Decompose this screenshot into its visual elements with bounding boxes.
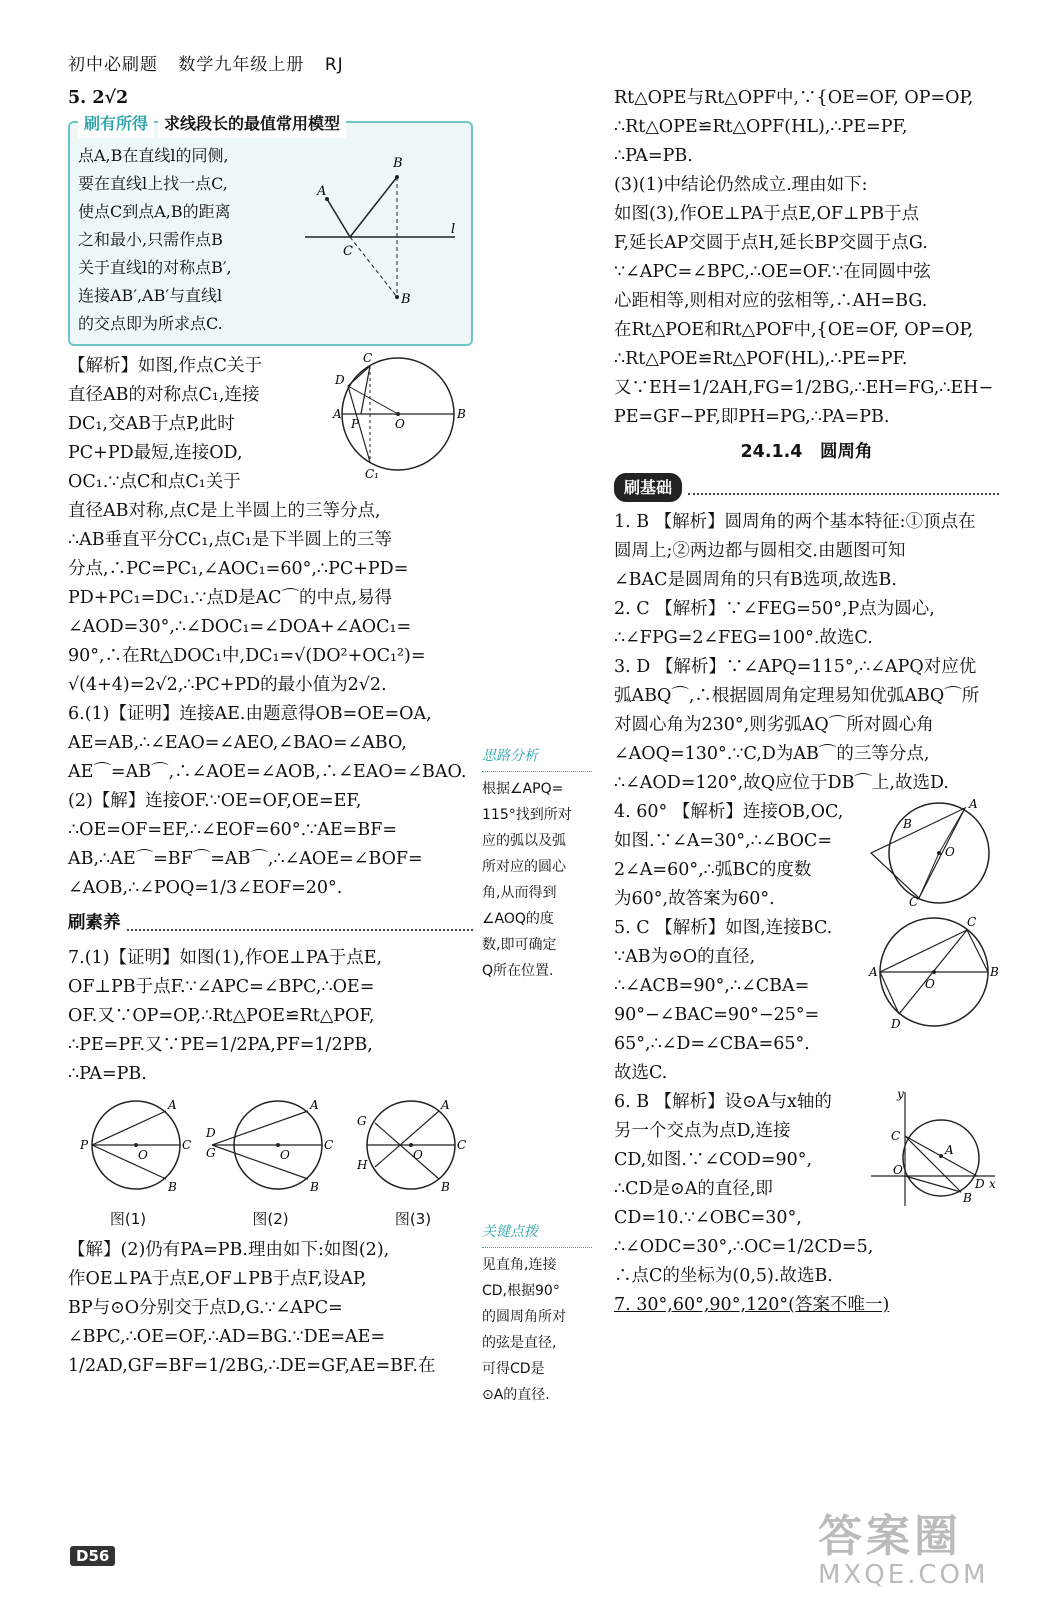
page-number: D56: [70, 1546, 115, 1566]
q7-line: 7.(1)【证明】如图(1),作OE⊥PA于点E,: [68, 948, 383, 968]
figure-2-caption: 图(2): [252, 1210, 289, 1228]
q7b-line: 作OE⊥PA于点E,OF⊥PB于点F,设AP,: [68, 1269, 367, 1289]
tip-line: 点A,B在直线l的同侧,: [78, 146, 229, 165]
q6-line: AB,∴AE⌒=BF⌒=AB⌒,∴∠AOE=∠BOF=: [68, 849, 423, 869]
answer-line: ∠BAC是圆周角的只有B选项,故选B.: [614, 570, 897, 590]
q5-line: 直径AB的对称点C₁,连接: [68, 385, 260, 405]
answer-line: 对圆心角为230°,则劣弧AQ⌒所对圆心角: [614, 715, 934, 735]
circle-diagram-q5: [869, 914, 999, 1034]
side-note-line: 根据∠APQ=: [482, 781, 564, 797]
svg-text:B: B: [457, 407, 466, 421]
answer-line: 如图.∵∠A=30°,∴∠BOC=: [614, 831, 832, 851]
side-note-line: 见直角,连接: [482, 1257, 557, 1273]
proof-line: ∴PA=PB.: [614, 146, 693, 166]
svg-text:A: A: [309, 1098, 319, 1112]
q5-answer: 5. 2√2: [68, 88, 129, 108]
section-title-text: 刷素养: [68, 913, 121, 933]
side-note-line: 角,从而得到: [482, 885, 557, 901]
answer-line: ∴∠ACB=90°,∴∠CBA=: [614, 976, 810, 996]
q5-line: PC+PD最短,连接OD,: [68, 443, 243, 463]
answer-line: 90°−∠BAC=90°−25°=: [614, 1005, 820, 1025]
q5-line: OC₁.∵点C和点C₁关于: [68, 472, 241, 492]
proof-line: 又∵EH=1/2AH,FG=1/2BG,∴EH=FG,∴EH−: [614, 378, 994, 398]
answer-line: CD=10.∵∠OBC=30°,: [614, 1208, 802, 1228]
circle-diagram-q4: [869, 798, 999, 908]
q6-line: AE=AB,∴∠EAO=∠AEO,∠BAO=∠ABO,: [68, 733, 407, 753]
answer-line: 3. D 【解析】∵∠APQ=115°,∴∠APQ对应优: [614, 657, 977, 677]
q5-line: DC₁,交AB于点P,此时: [68, 414, 235, 434]
side-note-line: 应的弧以及弧: [482, 833, 566, 849]
proof-line: ∵∠APC=∠BPC,∴OE=OF.∵在同圆中弦: [614, 262, 931, 282]
proof-line: 在Rt△POE和Rt△POF中,{OE=OF, OP=OP,: [614, 320, 974, 340]
q5-line: 【解析】如图,作点C关于: [68, 356, 262, 376]
answer-line: 为60°,故答案为60°.: [614, 889, 775, 909]
proof-line: ∴Rt△POE≌Rt△POF(HL),∴PE=PF.: [614, 349, 908, 369]
svg-text:O: O: [395, 417, 405, 431]
tip-box: [68, 114, 473, 346]
answer-line: ∴∠ODC=30°,∴OC=1/2CD=5,: [614, 1237, 874, 1257]
side-note-line: CD,根据90°: [482, 1283, 560, 1299]
svg-text:B: B: [990, 965, 999, 979]
proof-line: F,延长AP交圆于点H,延长BP交圆于点G.: [614, 233, 928, 253]
svg-text:B: B: [963, 1191, 972, 1205]
answer-line: 故选C.: [614, 1063, 668, 1083]
q5-line: ∴AB垂直平分CC₁,点C₁是下半圆上的三等: [68, 530, 392, 550]
tip-body: [78, 142, 293, 338]
answer-line: 2∠A=60°,∴弧BC的度数: [614, 860, 812, 880]
q7-line: ∴PA=PB.: [68, 1064, 147, 1084]
svg-text:O: O: [893, 1163, 903, 1177]
svg-text:C: C: [323, 1138, 333, 1152]
figure-3-diagram: [353, 1095, 473, 1195]
q7-line: ∴PE=PF.又∵PE=1/2PA,PF=1/2PB,: [68, 1035, 373, 1055]
svg-text:B: B: [401, 292, 411, 307]
side-note-thinking: [482, 742, 592, 984]
svg-text:H: H: [357, 1158, 368, 1172]
svg-text:A: A: [945, 1143, 954, 1157]
svg-text:O: O: [138, 1148, 148, 1162]
svg-text:A: A: [441, 1098, 450, 1112]
edition-label: RJ: [324, 55, 344, 75]
q6-line: (2)【解】连接OF.∵OE=OF,OE=EF,: [68, 791, 362, 811]
svg-text:D: D: [891, 1017, 901, 1031]
answer-line: ∵AB为⊙O的直径,: [614, 947, 756, 967]
svg-text:P: P: [80, 1138, 89, 1152]
tip-line: 连接AB′,AB′与直线l: [78, 286, 223, 305]
svg-text:A: A: [869, 965, 878, 979]
side-note-line: ⊙A的直径.: [482, 1387, 550, 1403]
proof-line: 如图(3),作OE⊥PA于点E,OF⊥PB于点: [614, 204, 920, 224]
coordinate-diagram-q6: [869, 1088, 999, 1208]
side-note-title: 思路分析: [482, 742, 592, 772]
q7-line: OF⊥PB于点F.∵∠APC=∠BPC,∴OE=: [68, 977, 375, 997]
side-note-line: ∠AOQ的度: [482, 911, 554, 927]
figure-1-caption: 图(1): [109, 1210, 147, 1228]
q5-line: ∠AOD=30°,∴∠DOC₁=∠DOA+∠AOC₁=: [68, 617, 412, 637]
reflection-diagram: [305, 137, 465, 307]
answer-line: 4. 60° 【解析】连接OB,OC,: [614, 802, 844, 822]
proof-line: (3)(1)中结论仍然成立.理由如下:: [614, 175, 868, 195]
answer-line: 7. 30°,60°,90°,120°(答案不唯一): [614, 1295, 890, 1315]
figure-3-caption: 图(3): [394, 1210, 432, 1228]
figure-1-diagram: [68, 1095, 192, 1195]
svg-text:A: A: [168, 1098, 177, 1112]
svg-text:O: O: [925, 977, 935, 991]
svg-text:D: D: [975, 1177, 985, 1191]
right-column: [614, 84, 999, 1320]
q6-line: AE⌒=AB⌒,∴∠AOE=∠AOB,∴∠EAO=∠BAO.: [68, 762, 467, 782]
figure-2-diagram: [206, 1095, 336, 1195]
answer-line: ∠AOQ=130°.∵C,D为AB⌒的三等分点,: [614, 744, 930, 764]
answer-line: 65°,∴∠D=∠CBA=65°.: [614, 1034, 810, 1054]
section-basics-badge: 刷基础: [614, 473, 682, 502]
side-note-line: 可得CD是: [482, 1361, 545, 1377]
q6-line: 6.(1)【证明】连接AE.由题意得OB=OE=OA,: [68, 704, 432, 724]
section-heading: 24.1.4 圆周角: [740, 442, 873, 462]
svg-text:G: G: [205, 1146, 216, 1160]
svg-text:C: C: [182, 1138, 192, 1152]
q7b-line: 【解】(2)仍有PA=PB.理由如下:如图(2),: [68, 1240, 390, 1260]
svg-text:A: A: [317, 184, 327, 199]
dotted-rule: [127, 917, 474, 931]
answer-line: ∴CD是⊙A的直径,即: [614, 1179, 773, 1199]
side-note-key-point: [482, 1218, 592, 1408]
q5-line: PD+PC₁=DC₁.∵点D是AC⌒的中点,易得: [68, 588, 393, 608]
watermark-line: MXQE.COM: [818, 1560, 989, 1590]
q5-line: 直径AB对称,点C是上半圆上的三等分点,: [68, 501, 381, 521]
tip-line: 的交点即为所求点C.: [78, 314, 223, 333]
svg-text:D: D: [205, 1126, 216, 1140]
svg-text:O: O: [945, 845, 955, 859]
side-note-title: 关键点拨: [482, 1218, 592, 1248]
answer-line: 2. C 【解析】∵∠FEG=50°,P点为圆心,: [614, 599, 935, 619]
running-header: [68, 50, 358, 75]
figure-2: [206, 1095, 336, 1234]
q7b-line: 1/2AD,GF=BF=1/2BG,∴DE=GF,AE=BF.在: [68, 1356, 436, 1376]
proof-line: Rt△OPE与Rt△OPF中,∵{OE=OF, OP=OP,: [614, 88, 974, 108]
q7-line: OF.又∵OP=OP,∴Rt△POE≌Rt△POF,: [68, 1006, 375, 1026]
svg-text:O: O: [279, 1148, 290, 1162]
section-title-literacy: [68, 909, 473, 938]
answer-line: 另一个交点为点D,连接: [614, 1121, 791, 1141]
tip-line: 要在直线l上找一点C,: [78, 174, 228, 193]
q5-line: 分点,∴PC=PC₁,∠AOC₁=60°,∴PC+PD=: [68, 559, 409, 579]
side-note-line: 数,即可确定: [482, 937, 557, 953]
svg-text:A: A: [333, 407, 342, 421]
left-column: [68, 84, 473, 1381]
tip-line: 之和最小,只需作点B: [78, 230, 223, 249]
watermark: [818, 1500, 988, 1590]
proof-line: PE=GF−PF,即PH=PG,∴PA=PB.: [614, 407, 890, 427]
q5-line: √(4+4)=2√2,∴PC+PD的最小值为2√2.: [68, 675, 387, 695]
proof-line: 心距相等,则相对应的弦相等,∴AH=BG.: [614, 291, 928, 311]
svg-text:y: y: [897, 1087, 904, 1101]
subject-name: 数学九年级上册: [178, 55, 305, 75]
svg-text:B: B: [168, 1180, 177, 1194]
svg-text:B: B: [441, 1180, 450, 1194]
q7b-line: ∠BPC,∴OE=OF,∴AD=BG.∵DE=AE=: [68, 1327, 386, 1347]
svg-text:C: C: [363, 351, 373, 365]
book-name: 初中必刷题: [68, 55, 158, 75]
q5-line: 90°,∴在Rt△DOC₁中,DC₁=√(DO²+OC₁²)=: [68, 646, 426, 666]
watermark-line: 答案圈: [818, 1511, 962, 1562]
side-note-line: 的圆周角所对: [482, 1309, 566, 1325]
dotted-rule: [688, 481, 999, 495]
svg-text:C: C: [891, 1129, 901, 1143]
answer-line: ∴点C的坐标为(0,5).故选B.: [614, 1266, 833, 1286]
svg-text:P: P: [351, 417, 360, 431]
answer-line: ∴∠FPG=2∠FEG=100°.故选C.: [614, 628, 873, 648]
tip-line: 关于直线l的对称点B′,: [78, 258, 232, 277]
side-note-line: 的弦是直径,: [482, 1335, 557, 1351]
svg-text:C: C: [909, 895, 919, 909]
figure-1: [68, 1095, 192, 1234]
figure-row-q7: [68, 1095, 473, 1234]
svg-text:C: C: [967, 915, 977, 929]
answer-line: 6. B 【解析】设⊙A与x轴的: [614, 1092, 832, 1112]
proof-line: ∴Rt△OPE≌Rt△OPF(HL),∴PE=PF,: [614, 117, 908, 137]
tip-line: 使点C到点A,B的距离: [78, 202, 231, 221]
svg-text:C: C: [343, 244, 353, 259]
tip-header: [78, 109, 463, 138]
q7b-line: BP与⊙O分别交于点D,G.∵∠APC=: [68, 1298, 343, 1318]
side-note-body: [482, 1252, 592, 1408]
svg-text:B: B: [309, 1180, 319, 1194]
section-basics: [614, 473, 999, 502]
svg-text:l: l: [451, 222, 456, 237]
answer-line: CD,如图.∵∠COD=90°,: [614, 1150, 813, 1170]
answer-line: 弧ABQ⌒,∴根据圆周角定理易知优弧ABQ⌒所: [614, 686, 980, 706]
svg-text:O: O: [413, 1148, 423, 1162]
circle-diagram-q5: [333, 352, 473, 482]
svg-text:B: B: [393, 156, 403, 171]
side-note-body: [482, 776, 592, 984]
q6-line: ∴OE=OF=EF,∴∠EOF=60°.∵AE=BF=: [68, 820, 398, 840]
answer-line: 5. C 【解析】如图,连接BC.: [614, 918, 833, 938]
svg-text:x: x: [989, 1177, 996, 1191]
svg-text:D: D: [335, 373, 345, 387]
svg-text:A: A: [969, 797, 978, 811]
figure-3: [353, 1095, 473, 1234]
side-note-line: 115°找到所对: [482, 807, 572, 823]
svg-text:C: C: [457, 1138, 467, 1152]
svg-text:B: B: [903, 817, 912, 831]
svg-text:C₁: C₁: [365, 467, 379, 481]
answer-line: 圆周上;②两边都与圆相交.由题图可知: [614, 541, 906, 561]
q6-line: ∠AOB,∴∠POQ=1/3∠EOF=20°.: [68, 878, 343, 898]
svg-text:G: G: [357, 1114, 367, 1128]
side-note-line: Q所在位置.: [482, 963, 554, 979]
answer-line: 1. B 【解析】圆周角的两个基本特征:①顶点在: [614, 512, 976, 532]
side-note-line: 所对应的圆心: [482, 859, 566, 875]
tip-title: 求线段长的最值常用模型: [158, 109, 346, 138]
answer-line: ∴∠AOD=120°,故Q应位于DB⌒上,故选D.: [614, 773, 949, 793]
tip-label: 刷有所得: [78, 109, 154, 138]
